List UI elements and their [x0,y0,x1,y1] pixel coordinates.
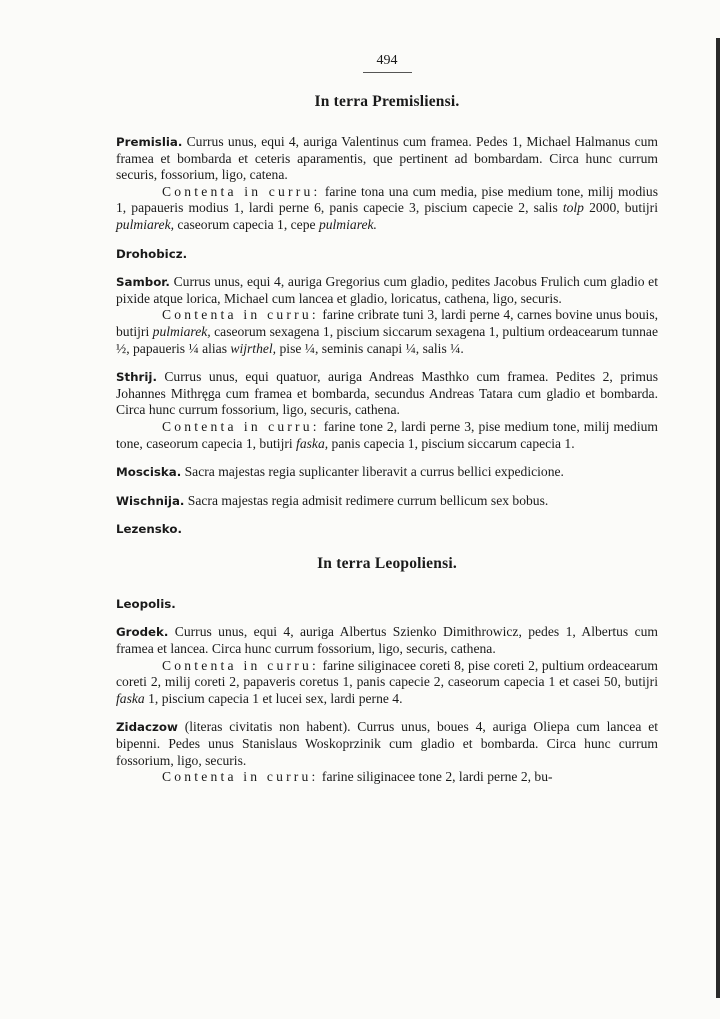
entry-premislia [116,134,658,234]
entry-text: Mosciska. Sacra majestas regia suplicanter liberavit a currus bellici expedicione. [116,464,564,480]
page-number: 494 [116,50,658,72]
section-title-leopoliensi: In terra Leopoliensi. [317,554,457,572]
entry-contenta: Contenta in curru: farine tone 2, lardi perne 3, pise medium tone, milij medium tone, caseorum capecia 1, butijri faska, panis capecia 1, piscium siccarum capecia 1. [116,418,658,451]
entry-text: Zidaczow (literas civitatis non habent). Currus unus, boues 4, auriga Oliepa cum lancea et bipenni. Pedes unus Stanislaus Woskoprzinik cum gladio et bombarda. Circa hunc currum fossorium, ligo, securis. [116,719,658,768]
entry-text: Sambor. Currus unus, equi 4, auriga Gregorius cum gladio, pedites Jacobus Frulich cum gladio et pixide atque lorica, Michael cum lancea et gladio, loricatus, cathena, ligo, securis. [116,274,658,306]
entry-text: Lezensko. [116,522,182,537]
entry-text: Wischnija. Sacra majestas regia admisit redimere currum bellicum sex bobus. [116,492,549,508]
entry-mosciska [116,464,658,481]
entry-lezensko [116,521,658,538]
entry-contenta: Contenta in curru: farine cribrate tuni 3, lardi perne 4, carnes bovine unus bouis, butijri pulmiarek, caseorum sexagena 1, piscium siccarum sexagena 1, pultium ordeacearum tunnae ½, papaueris ¼ alias wijrthel, pise ¼, seminis canapi ¼, salis ¼. [116,307,659,356]
entry-text: Premislia. Currus unus, equi 4, auriga Valentinus cum framea. Pedes 1, Michael Halmanus cum framea et bombarda et ceteris aparamentis, que pertinent ad bombardam. Circa hunc currum securis, fossorium, ligo, catena. [116,134,658,183]
entry-leopolis [116,596,658,613]
page-edge-shadow [716,38,720,998]
entry-zidaczow [116,719,658,785]
entry-text: Grodek. Currus unus, equi 4, auriga Albertus Szienko Dimithrowicz, pedes 1, Albertus cum framea et lancea. Circa hunc currum fossorium, ligo, securis, cathena. [116,624,658,657]
entry-sthrij [116,369,658,452]
entry-text: Leopolis. [116,596,176,611]
entry-text: Drohobicz. [116,246,188,261]
entry-contenta: Contenta in curru: farine siliginacee coreti 8, pise coreti 2, pultium ordeacearum coreti 2, milij coreti 2, papaveris coretus 1, panis capecie 2, caseorum capecia 1 et casei 50, butijri faska 1, piscium capecia 1 et lucei sex, lardi perne 4. [116,657,658,706]
entry-grodek [116,624,658,707]
entry-text: Sthrij. Currus unus, equi quatuor, auriga Andreas Masthko cum framea. Pedites 2, primus Johannes Mithręga cum framea et bombarda, secundus Andreas Tatara cum gladio et bombarda. Circa hunc currum fossorium, ligo, securis, cathena. [116,369,658,418]
entry-contenta: Contenta in curru: farine tona una cum media, pise medium tone, milij modius 1, papaueris modius 1, lardi perne 6, panis capecie 3, piscium capecie 2, salis tolp 2000, butijri pulmiarek, caseorum capecia 1, cepe pulmiarek. [116,183,658,232]
document-page [116,50,658,798]
entry-contenta: Contenta in curru: farine siliginacee tone 2, lardi perne 2, bu- [162,769,553,785]
section-title-premisliensi: In terra Premisliensi. [314,93,460,110]
entry-sambor [116,274,658,357]
entry-wischnija [116,493,658,510]
entry-drohobicz [116,246,658,263]
